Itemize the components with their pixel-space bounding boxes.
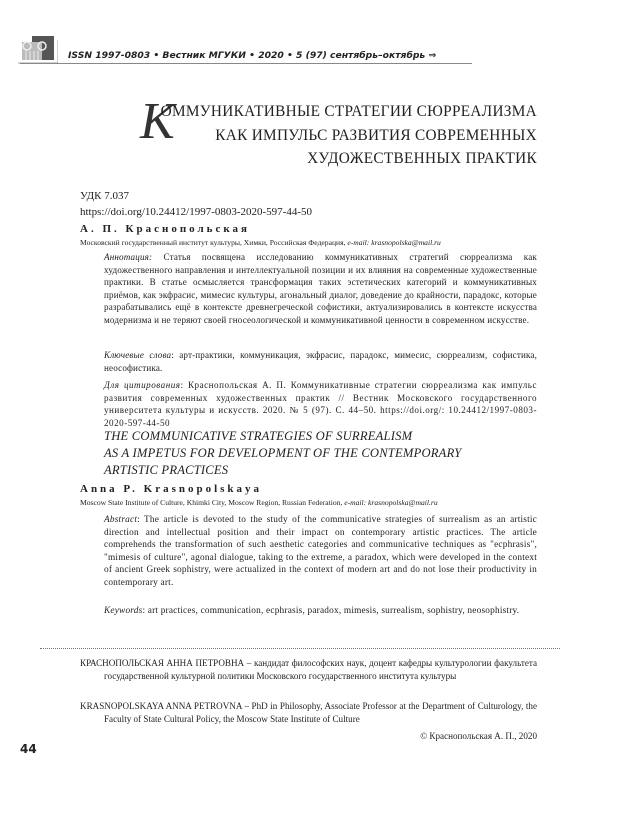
affiliation-en [80,498,438,507]
title-line: ARTISTIC PRACTICES [104,463,229,477]
footnote-text: – PhD in Philosophy, Associate Professor at the Department of Culturology, the Faculty of State Cultural Policy, the Moscow State Institute of Culture [104,701,537,724]
running-header: ISSN 1997-0803 • Вестник МГУКИ • 2020 • 5 (97) сентябрь–октябрь ⇒ [68,50,437,61]
citation-text: : Краснопольская А. П. Коммуникативные стратегии сюрреализма как импульс развития современных художественных практик // Вестник Московского государственного университета культуры и искусств. 2020. № 5 (97). С. 44–50. https://doi.org/: 10.24412/1997-0803-2020-597-44-50 [104,380,537,428]
copyright: © Краснопольская А. П., 2020 [420,731,537,741]
keywords-text: : арт-практики, коммуникация, экфрасис, парадокс, мимесис, сюрреализм, софистика, неософистика. [104,350,538,373]
email[interactable]: e-mail: krasnopolska@mail.ru [347,238,441,247]
annotation-label: Аннотация: [104,252,153,262]
keywords-ru [104,349,537,374]
author-en: Anna P. Krasnopolskaya [80,483,263,495]
keywords-text: : art practices, communication, ecphrasis, paradox, mimesis, surrealism, sophistry, neosophistry. [142,606,520,616]
keywords-label: Ключевые слова [104,350,172,360]
title-line: КАК ИМПУЛЬС РАЗВИТИЯ СОВРЕМЕННЫХ [215,126,537,144]
doi-link[interactable]: https://doi.org/10.24412/1997-0803-2020-597-44-50 [80,206,313,218]
footnote-ru [80,657,537,683]
udk: УДК 7.037 [80,190,130,202]
article-title-en [104,428,461,479]
footnote-name: KRASNOPOLSKAYA ANNA PETROVNA [80,701,242,711]
title-line: ХУДОЖЕСТВЕННЫХ ПРАКТИК [307,150,537,167]
footnote-name: КРАСНОПОЛЬСКАЯ АННА ПЕТРОВНА [80,658,245,668]
author-ru: А. П. Краснопольская [80,223,250,235]
keywords-en [104,605,537,618]
title-line: AS A IMPETUS FOR DEVELOPMENT OF THE CONTEMPORARY [104,446,462,460]
header-rule [20,63,472,64]
title-line: ОММУНИКАТИВНЫЕ СТРАТЕГИИ СЮРРЕАЛИЗМА [160,103,537,120]
annotation [104,251,537,326]
footnote-divider [40,648,560,649]
annotation-text: Статья посвящена исследованию коммуникативных стратегий сюрреализма как художественного направления и интеллектуальной позиции и их влияния на современные художественные практики. В статье осмысляется трансформация таких эстетических категорий и коммуникативных приёмов, как экфрасис, мимесис культуры, агональный диалог, доведение до крайности, парадокс, которые разрабатывались ещё в контексте древнегреческой софистики, актуализировались в контексте искусства модернизма и не теряют своей гносеологической и коммуникативной ценности в современном искусстве. [104,252,537,325]
journal-logo-icon [18,36,58,64]
abstract-label: Abstract [104,515,138,525]
footnote-text: – кандидат философских наук, доцент кафедры культурологии факультета государственной культурной политики Московского государственного института культуры [104,658,537,681]
affiliation-text: Московский государственный институт культуры, Химки, Российская Федерация, [80,238,348,247]
page-number: 44 [20,742,37,756]
affiliation-ru [80,238,441,247]
title-line: THE COMMUNICATIVE STRATEGIES OF SURREALISM [104,429,413,443]
citation [104,379,537,429]
abstract [104,514,537,589]
footnote-en [80,700,537,726]
affiliation-text: Moscow State Institute of Culture, Khimki City, Moscow Region, Russian Federation, [80,498,345,507]
title-initial: К [140,93,175,150]
citation-label: Для цитирования [104,380,181,390]
article-title-ru [161,100,537,171]
keywords-label: Keywords [104,606,143,616]
abstract-text: : The article is devoted to the study of the communicative strategies of surrealism as an artistic direction and intellectual position and their impact on contemporary artistic practices. The article comprehends the transformation of such aesthetic categories and communicative techniques as "ecphrasis", "mimesis of culture", agonal dialogue, taking to the extreme, a paradox, which were developed in the context of ancient Greek sophistry, were actualized in the context of modern art and do not lose their productivity in contemporary art. [104,515,537,588]
email[interactable]: e-mail: krasnopolska@mail.ru [344,498,438,507]
